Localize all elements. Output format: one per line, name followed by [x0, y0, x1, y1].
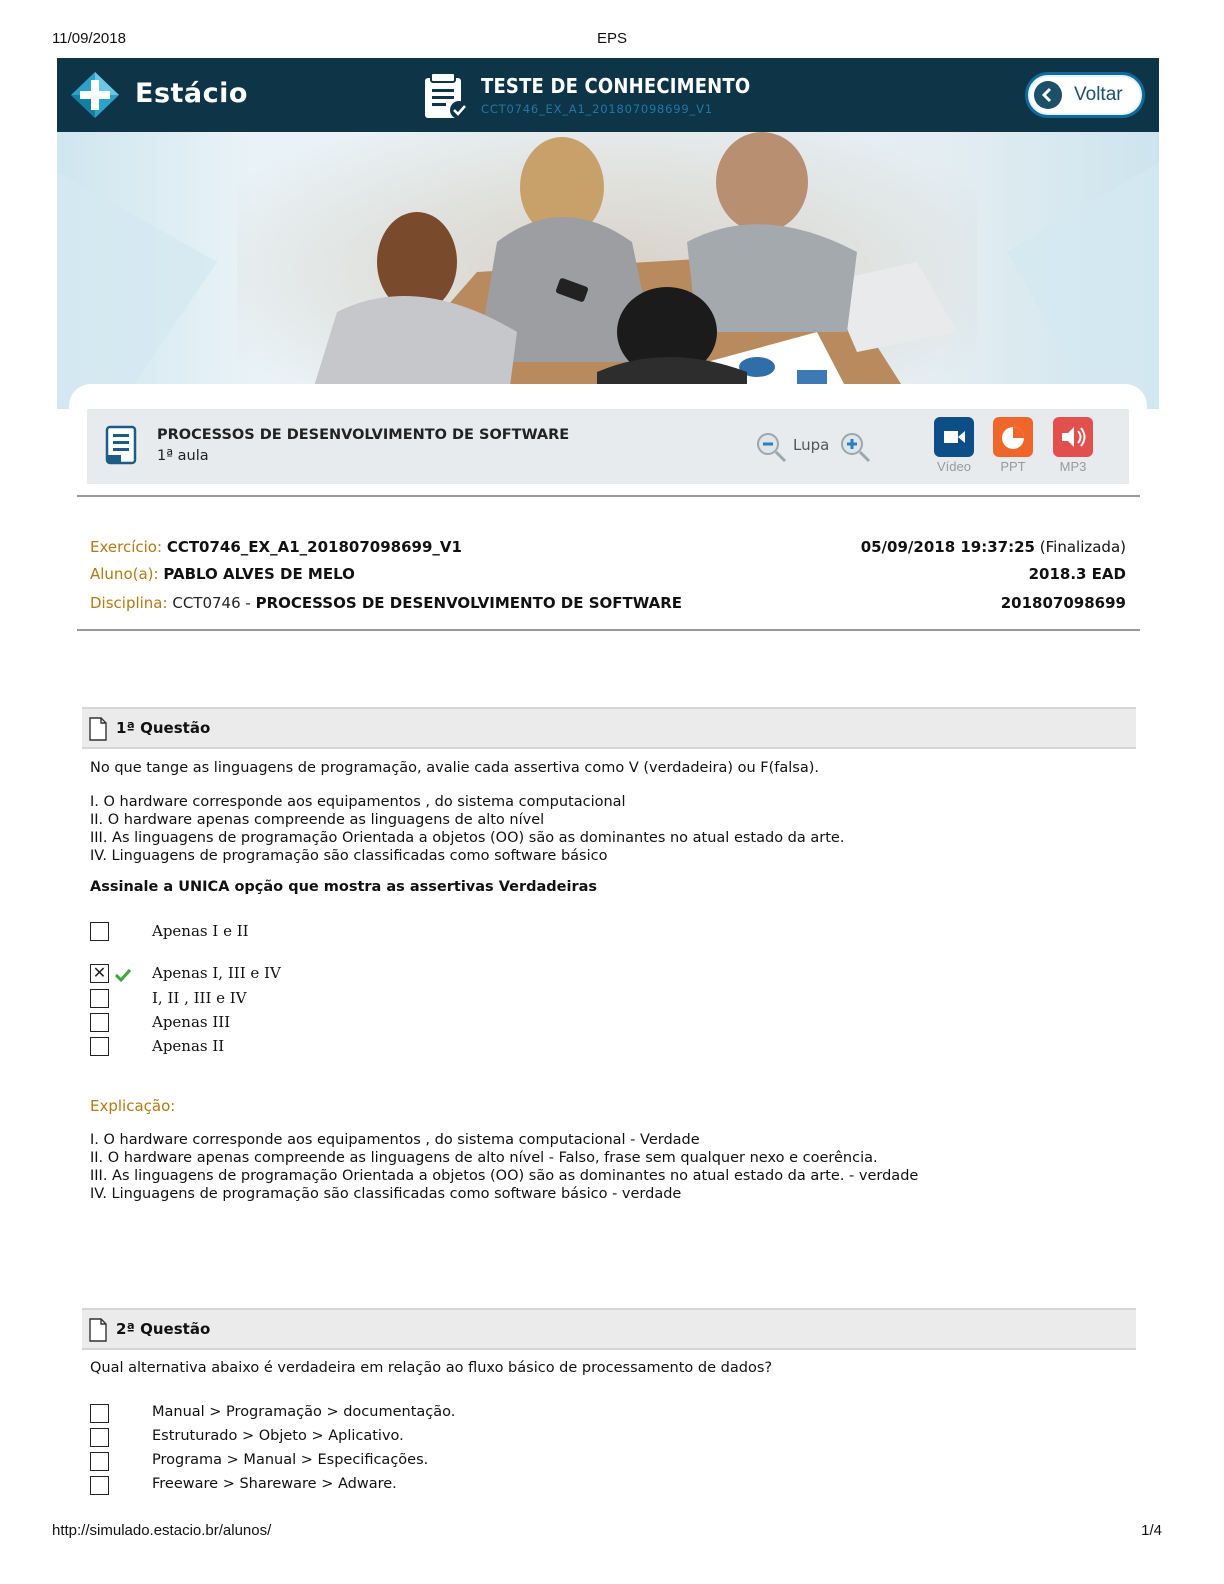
mp3-button[interactable]	[1053, 417, 1093, 457]
question-1-option[interactable]	[90, 922, 790, 944]
question-1-instruction: Assinale a UNICA opção que mostra as assertivas Verdadeiras	[90, 879, 598, 895]
divider	[77, 495, 1140, 497]
statement: II. O hardware apenas compreende as linguagens de alto nível	[90, 812, 545, 828]
document-icon	[88, 1318, 108, 1342]
divider	[77, 629, 1140, 631]
student-name: PABLO ALVES DE MELO	[163, 565, 355, 583]
option-label: Manual > Programação > documentação.	[152, 1404, 456, 1420]
document-icon	[88, 717, 108, 741]
option-checkbox[interactable]	[90, 1404, 109, 1423]
question-2-title: 2ª Questão	[116, 1320, 211, 1338]
question-1-option[interactable]	[90, 1037, 790, 1059]
question-1-header	[82, 707, 1136, 749]
question-1-statements	[90, 793, 844, 865]
question-2-option[interactable]	[90, 1428, 790, 1450]
student-label: Aluno(a):	[90, 565, 159, 583]
option-label: Apenas III	[152, 1013, 231, 1031]
print-header	[0, 30, 1224, 48]
exercise-code: CCT0746_EX_A1_201807098699_V1	[166, 538, 462, 556]
mp3-label: MP3	[1059, 459, 1087, 474]
statement: IV. Linguagens de programação são classificadas como software básico	[90, 848, 608, 864]
exercise-row	[90, 538, 1126, 556]
question-1-option-selected[interactable]	[90, 964, 790, 986]
zoom-in-icon[interactable]	[839, 431, 871, 463]
top-bar	[57, 58, 1159, 132]
explanation-line: I. O hardware corresponde aos equipamentos , do sistema computacional - Verdade	[90, 1132, 700, 1148]
video-button[interactable]	[934, 417, 974, 457]
option-checkbox[interactable]	[90, 1476, 109, 1495]
test-title: TESTE DE CONHECIMENTO	[481, 74, 751, 98]
explanation-line: IV. Linguagens de programação são classificadas como software básico - verdade	[90, 1186, 682, 1202]
discipline-label: Disciplina:	[90, 594, 168, 612]
logo-text: Estácio	[135, 78, 248, 109]
discipline-code: CCT0746 -	[172, 594, 251, 612]
option-checkbox[interactable]	[90, 1428, 109, 1447]
print-url: http://simulado.estacio.br/alunos/	[52, 1522, 272, 1539]
registration-number: 201807098699	[1000, 594, 1126, 612]
zoom-out-icon[interactable]	[755, 431, 787, 463]
ppt-button[interactable]	[993, 417, 1033, 457]
speaker-icon	[1053, 417, 1093, 457]
question-2-prompt: Qual alternativa abaixo é verdadeira em relação ao fluxo básico de processamento de dados?	[90, 1360, 773, 1376]
statement: I. O hardware corresponde aos equipamentos , do sistema computacional	[90, 794, 626, 810]
explanation-text	[90, 1131, 918, 1203]
discipline-name: PROCESSOS DE DESENVOLVIMENTO DE SOFTWARE	[255, 594, 683, 612]
question-1-prompt: No que tange as linguagens de programação, avalie cada assertiva como V (verdadeira) ou F(falsa).	[90, 760, 820, 776]
zoom-label: Lupa	[793, 436, 830, 454]
estacio-logo[interactable]	[69, 70, 248, 120]
question-1-option[interactable]	[90, 989, 790, 1011]
back-button[interactable]	[1025, 72, 1145, 118]
video-label: Vídeo	[937, 459, 971, 474]
exercise-label: Exercício:	[90, 538, 163, 556]
hero-photo	[57, 132, 1159, 409]
option-label: Programa > Manual > Especificações.	[152, 1452, 429, 1468]
clipboard-check-icon	[421, 70, 469, 120]
explanation-line: III. As linguagens de programação Orientada a objetos (OO) são as dominantes no atual estado da arte. - verdade	[90, 1168, 919, 1184]
exercise-status: (Finalizada)	[1039, 538, 1126, 556]
option-checkbox[interactable]	[90, 1037, 109, 1056]
video-camera-icon	[934, 417, 974, 457]
explanation-label: Explicação:	[90, 1097, 176, 1115]
option-checkbox[interactable]	[90, 989, 109, 1008]
option-checkbox-checked[interactable]: ✕	[90, 964, 109, 983]
content-card-top	[69, 384, 1147, 409]
ppt-label: PPT	[1000, 459, 1026, 474]
print-date: 11/09/2018	[52, 30, 126, 47]
question-2-option[interactable]	[90, 1404, 790, 1426]
question-1-title: 1ª Questão	[116, 719, 211, 737]
course-lesson: 1ª aula	[157, 448, 209, 464]
print-title: EPS	[596, 30, 627, 47]
course-title: PROCESSOS DE DESENVOLVIMENTO DE SOFTWARE	[157, 427, 570, 443]
course-bar	[87, 409, 1129, 484]
option-checkbox[interactable]	[90, 1452, 109, 1471]
estacio-logo-icon	[69, 70, 121, 120]
option-label: Apenas II	[152, 1037, 225, 1055]
exercise-datetime: 05/09/2018 19:37:25	[860, 538, 1035, 556]
option-label: Freeware > Shareware > Adware.	[152, 1476, 397, 1492]
question-2-header	[82, 1308, 1136, 1350]
option-label: Apenas I e II	[152, 922, 249, 940]
period: 2018.3 EAD	[1028, 565, 1126, 583]
test-code: CCT0746_EX_A1_201807098699_V1	[481, 102, 713, 116]
question-2-option[interactable]	[90, 1452, 790, 1474]
option-checkbox[interactable]	[90, 922, 109, 941]
option-label: Apenas I, III e IV	[152, 964, 281, 982]
option-label: I, II , III e IV	[152, 989, 247, 1007]
zoom-control	[755, 429, 875, 465]
hero-banner-image	[57, 132, 1159, 409]
correct-check-icon	[114, 967, 132, 983]
question-2-option[interactable]	[90, 1476, 790, 1498]
option-checkbox[interactable]	[90, 1013, 109, 1032]
question-1-option[interactable]	[90, 1013, 790, 1035]
pie-chart-icon	[993, 417, 1033, 457]
print-page-number: 1/4	[1141, 1522, 1162, 1539]
back-label: Voltar	[1074, 84, 1123, 105]
back-arrow-icon	[1034, 81, 1062, 109]
exercise-datetime-status	[861, 538, 1126, 556]
option-label: Estruturado > Objeto > Aplicativo.	[152, 1428, 404, 1444]
statement: III. As linguagens de programação Orientada a objetos (OO) são as dominantes no atual estado da arte.	[90, 830, 845, 846]
document-list-icon	[105, 425, 139, 465]
discipline-row	[90, 594, 1126, 612]
explanation-line: II. O hardware apenas compreende as linguagens de alto nível - Falso, frase sem qualquer nexo e coerência.	[90, 1150, 878, 1166]
student-row	[90, 565, 1126, 583]
